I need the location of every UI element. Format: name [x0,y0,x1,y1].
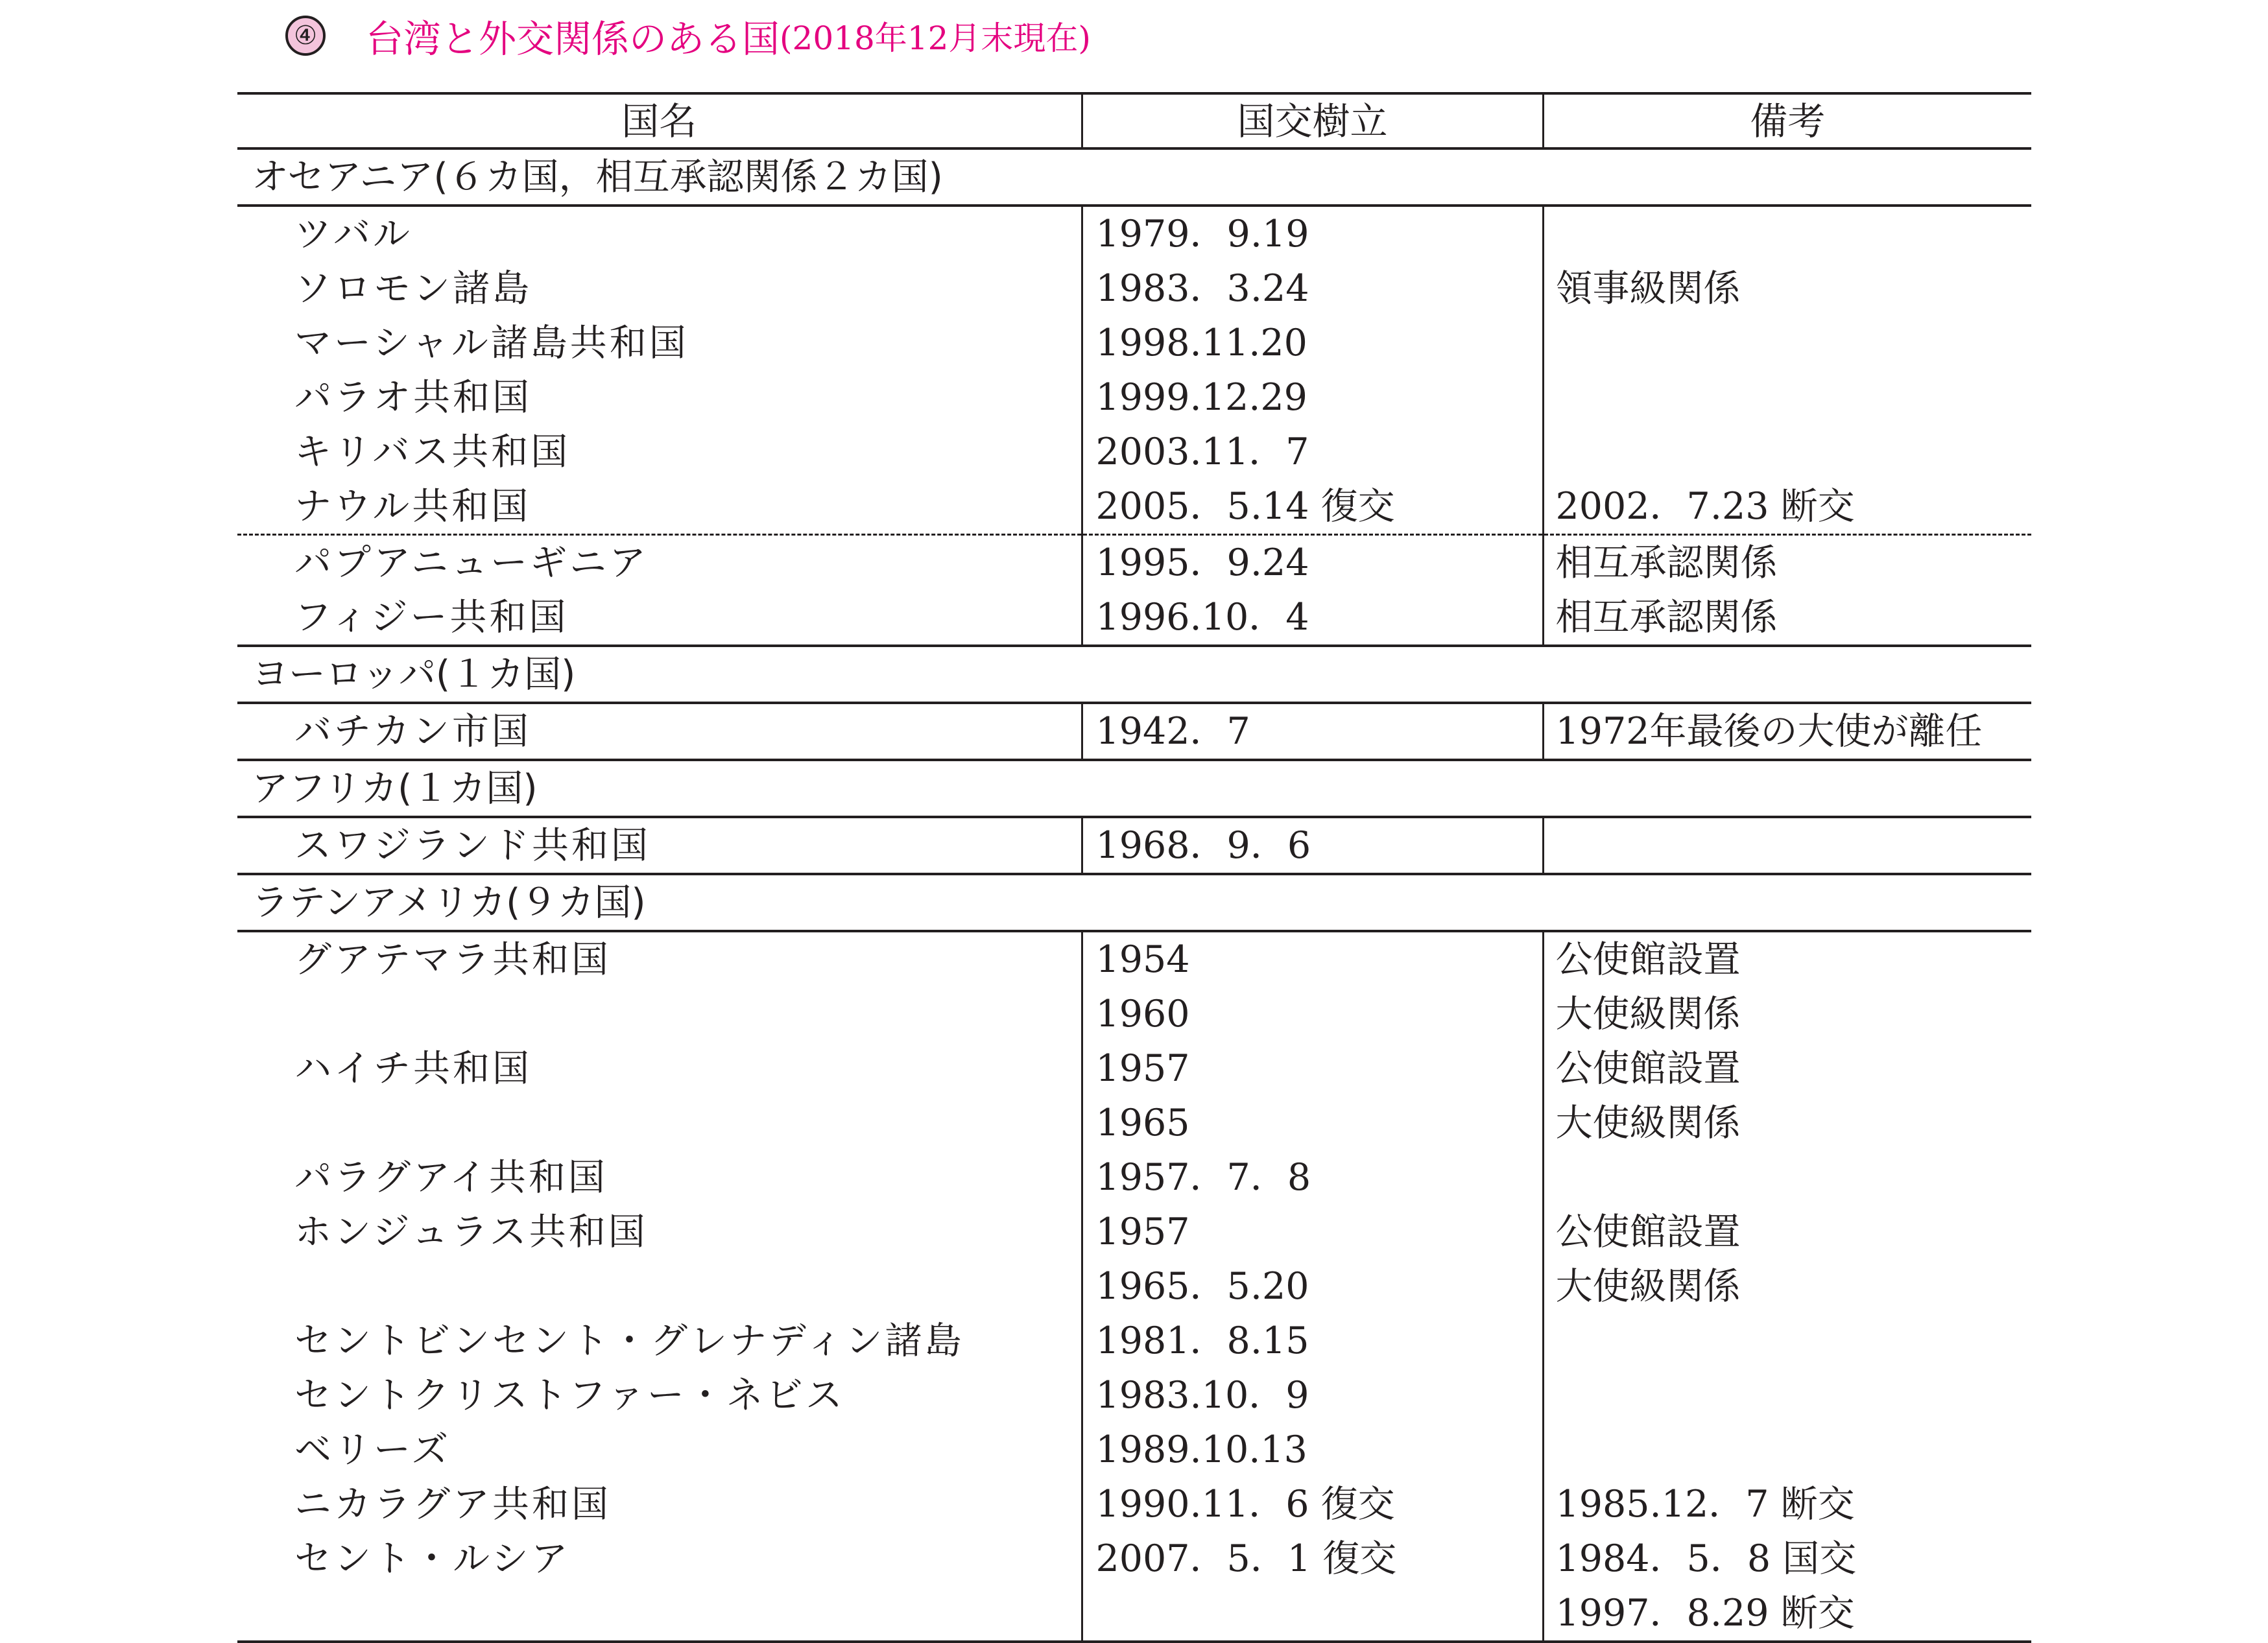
region-heading: オセアニア(６カ国，相互承認関係２カ国) [237,148,2031,206]
country-name: ソロモン諸島 [294,266,532,310]
established-date: 1942．7 [1082,703,1543,760]
country-name: セントクリストファー・ネビス [294,1373,845,1417]
established-date: 1979．9.19 [1082,206,1543,261]
country-name: キリバス共和国 [294,430,571,473]
established-date: 1989.10.13 [1082,1423,1543,1477]
remarks [1543,1368,2031,1423]
region-row [237,760,2031,817]
region-row [237,874,2031,931]
remarks [1543,1423,2031,1477]
remarks [1543,425,2031,479]
table-row [237,931,2031,987]
table-row [237,261,2031,316]
table-row [237,1368,2031,1423]
country-name: マーシャル諸島共和国 [294,321,689,364]
country-name [237,987,1082,1041]
table-header-row [237,93,2031,148]
country-name [237,1259,1082,1314]
established-date: 1999.12.29 [1082,370,1543,425]
region-row [237,148,2031,206]
diplomatic-relations-table [237,92,2031,1643]
remarks [1543,370,2031,425]
table-row [237,1586,2031,1642]
remarks [1543,316,2031,370]
country-name [237,1586,1082,1642]
remarks: 公使館設置 [1543,1205,2031,1259]
table-row [237,1531,2031,1586]
established-date: 1996.10．4 [1082,590,1543,646]
table-row [237,1150,2031,1205]
table-row [237,1041,2031,1096]
established-date: 2007．5．1 復交 [1082,1531,1543,1586]
table-row [237,425,2031,479]
as-of-date: (2018年12月末現在) [780,19,1091,57]
region-heading: ヨーロッパ(１カ国) [237,646,2031,703]
remarks [1543,1150,2031,1205]
remarks: 公使館設置 [1543,931,2031,987]
table-row [237,1096,2031,1150]
remarks: 相互承認関係 [1543,535,2031,591]
established-date: 1968．9．6 [1082,817,1543,874]
remarks: 1997．8.29 断交 [1543,1586,2031,1642]
country-name: スワジランド共和国 [294,823,651,867]
remarks: 公使館設置 [1543,1041,2031,1096]
remarks: 1985.12．7 断交 [1543,1477,2031,1531]
country-name: パラオ共和国 [294,375,532,419]
country-name: セント・ルシア [294,1537,571,1580]
country-name: グアテマラ共和国 [294,938,611,981]
remarks: 1972年最後の大使が離任 [1543,703,2031,760]
remarks: 2002．7.23 断交 [1543,479,2031,535]
region-row [237,646,2031,703]
region-heading: ラテンアメリカ(９カ国) [237,874,2031,931]
country-name: ナウル共和国 [294,484,531,528]
established-date: 2005．5.14 復交 [1082,479,1543,535]
remarks: 大使級関係 [1543,1259,2031,1314]
header-country: 国名 [237,93,1082,148]
country-name: ニカラグア共和国 [294,1482,611,1526]
established-date: 1957 [1082,1205,1543,1259]
country-name: パプアニューギニア [237,535,1082,591]
table-row [237,1205,2031,1259]
remarks: 領事級関係 [1543,261,2031,316]
established-date: 1983.10．9 [1082,1368,1543,1423]
table-row [237,316,2031,370]
established-date: 1998.11.20 [1082,316,1543,370]
page-title: 台湾と外交関係のある国 [366,17,780,61]
country-name: パラグアイ共和国 [294,1155,608,1199]
table-row [237,370,2031,425]
remarks: 1984．5．8 国交 [1543,1531,2031,1586]
established-date: 1965．5.20 [1082,1259,1543,1314]
table-row [237,987,2031,1041]
remarks: 大使級関係 [1543,987,2031,1041]
established-date [1082,1586,1543,1642]
table-row [237,703,2031,760]
established-date: 1981．8.15 [1082,1314,1543,1368]
table-row [237,817,2031,874]
established-date: 1983．3.24 [1082,261,1543,316]
remarks [1543,817,2031,874]
established-date: 1960 [1082,987,1543,1041]
table-row [237,535,2031,591]
remarks: 大使級関係 [1543,1096,2031,1150]
remarks: 相互承認関係 [1543,590,2031,646]
table-row [237,590,2031,646]
header-remarks: 備考 [1543,93,2031,148]
table-row [237,1259,2031,1314]
country-name: バチカン市国 [294,709,531,753]
table-row [237,206,2031,261]
established-date: 1954 [1082,931,1543,987]
country-name: ホンジュラス共和国 [294,1210,648,1253]
table-row [237,1477,2031,1531]
country-name: セントビンセント・グレナディン諸島 [294,1319,964,1362]
page-heading [285,6,1091,65]
country-name: ベリーズ [294,1428,451,1471]
remarks [1543,206,2031,261]
region-heading: アフリカ(１カ国) [237,760,2031,817]
section-number: ④ [285,16,326,56]
established-date: 1957．7．8 [1082,1150,1543,1205]
country-name: ハイチ共和国 [294,1046,532,1090]
country-name: フィジー共和国 [294,595,569,639]
table-row [237,1314,2031,1368]
established-date: 1990.11．6 復交 [1082,1477,1543,1531]
established-date: 1965 [1082,1096,1543,1150]
country-name: ツバル [294,212,412,255]
table-row [237,1423,2031,1477]
established-date: 1957 [1082,1041,1543,1096]
country-name [237,1096,1082,1150]
remarks [1543,1314,2031,1368]
header-established: 国交樹立 [1082,93,1543,148]
established-date: 2003.11．7 [1082,425,1543,479]
established-date: 1995．9.24 [1082,535,1543,591]
table-row [237,479,2031,535]
